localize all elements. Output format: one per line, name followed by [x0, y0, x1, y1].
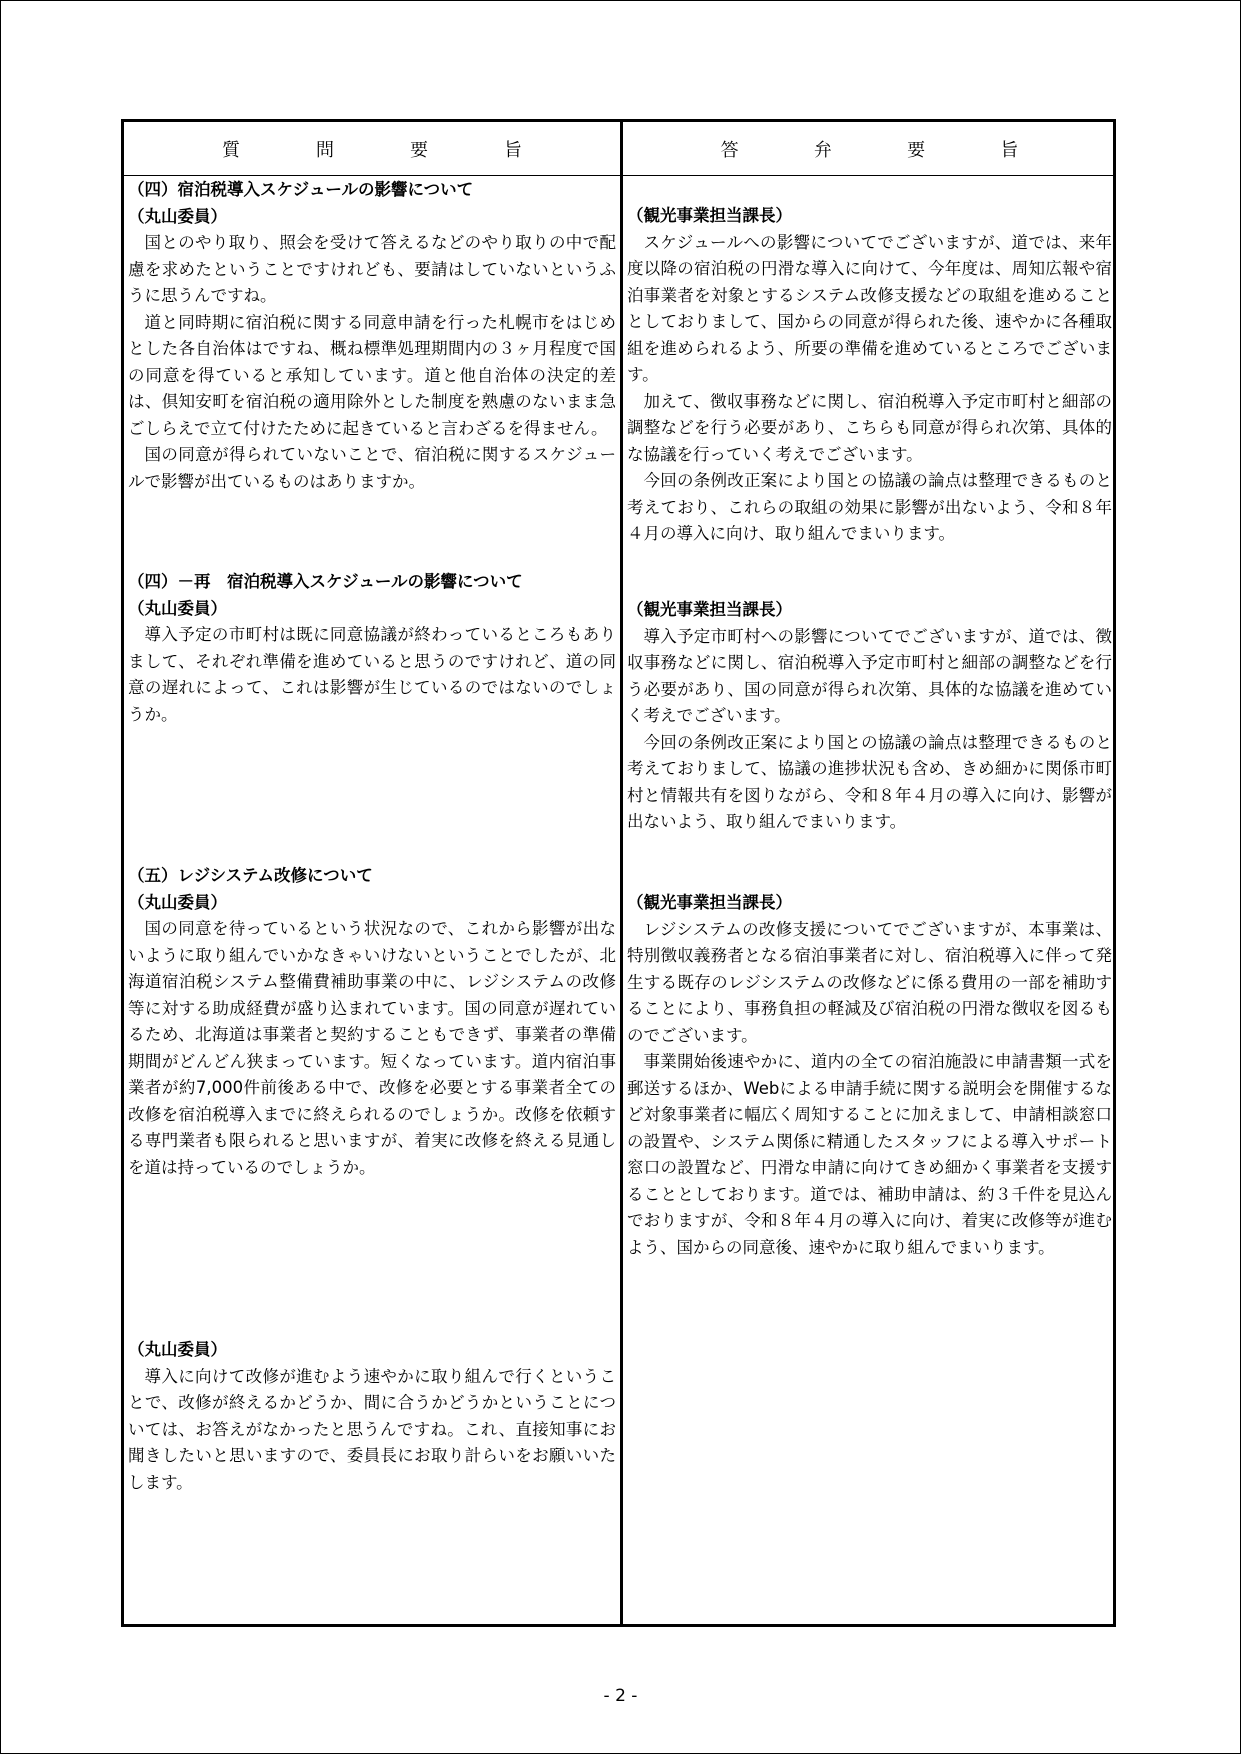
column-divider	[620, 122, 623, 1624]
speaker-label: （丸山委員）	[128, 1340, 227, 1359]
question-title: （四）宿泊税導入スケジュールの影響について	[128, 180, 474, 199]
header-char: 旨	[504, 139, 522, 161]
paragraph: 国の同意が得られていないことで、宿泊税に関するスケジュールで影響が出ているものはありますか。	[128, 445, 616, 491]
question-title: （五）レジシステム改修について	[128, 866, 373, 885]
question-block-4	[128, 1337, 616, 1496]
header-char: 弁	[813, 139, 832, 161]
answer-block-2	[627, 597, 1112, 836]
answer-block-3	[627, 890, 1112, 1261]
paragraph: 加えて、徴収事務などに関し、宿泊税導入予定市町村と細部の調整などを行う必要があり、こちらも同意が得られ次第、具体的な協議を行っていく考えでございます。	[627, 391, 1112, 464]
speaker-label: （丸山委員）	[128, 892, 227, 912]
paragraph: 導入予定の市町村は既に同意協議が終わっているところもありまして、それぞれ準備を進めていると思うのですけれど、道の同意の遅れによって、これは影響が生じているのではないのでしょうか。	[128, 625, 616, 724]
speaker-label: （観光事業担当課長）	[627, 206, 792, 225]
header-char: 要	[410, 139, 428, 161]
paragraph: 導入予定市町村への影響についてでございますが、道では、徴収事務などに関し、宿泊税導入予定市町村と細部の調整などを行う必要があり、国の同意が得られ次第、具体的な協議を進めていく考えでございます。	[627, 626, 1112, 725]
qa-table	[121, 119, 1116, 1627]
header-char: 旨	[1000, 139, 1019, 161]
paragraph: 道と同時期に宿泊税に関する同意申請を行った札幌市をはじめとした各自治体はですね、概ね標準処理期間内の３ヶ月程度で国の同意を得ていると承知しています。道と他自治体の決定的差は、倶知安町を宿泊税の適用除外とした制度を熟慮のないまま急ごしらえで立て付けたために起きていると言わざるを得ません。	[128, 312, 616, 438]
paragraph: 国とのやり取り、照会を受けて答えるなどのやり取りの中で配慮を求めたということですけれども、要請はしていないというふうに思うんですね。	[128, 233, 616, 305]
paragraph: レジシステムの改修支援についてでございますが、本事業は、特別徴収義務者となる宿泊事業者に対し、宿泊税導入に伴って発生する既存のレジシステムの改修などに係る費用の一部を補助することにより、事務負担の軽減及び宿泊税の円滑な徴収を図るものでございます。	[627, 919, 1112, 1045]
speaker-label: （丸山委員）	[128, 598, 227, 618]
question-title: （四）－再 宿泊税導入スケジュールの影響について	[128, 572, 523, 591]
header-divider	[124, 175, 1113, 176]
page-number: - 2 -	[603, 1686, 638, 1706]
paragraph: 事業開始後速やかに、道内の全ての宿泊施設に申請書類一式を郵送するほか、Webによる申請手続に関する説明会を開催するなど対象事業者に幅広く周知することに加えまして、申請相談窓口の設置や、システム関係に精通したスタッフによる導入サポート窓口の設置など、円滑な申請に向けてきめ細かく事業者を支援することとしております。道では、補助申請は、約３千件を見込んでおりますが、令和８年４月の導入に向け、着実に改修等が進むよう、国からの同意後、速やかに取り組んでまいります。	[627, 1052, 1112, 1257]
paragraph: 導入に向けて改修が進むよう速やかに取り組んで行くということで、改修が終えるかどうか、間に合うかどうかということについては、お答えがなかったと思うんですね。これ、直接知事にお聞きしたいと思いますので、委員長にお取り計らいをお願いいたします。	[128, 1366, 616, 1492]
question-block-3	[128, 863, 616, 1181]
header-char: 要	[907, 139, 926, 161]
question-column-header	[124, 122, 620, 175]
speaker-label: （観光事業担当課長）	[627, 893, 792, 912]
speaker-label: （丸山委員）	[128, 206, 227, 226]
paragraph: 今回の条例改正案により国との協議の論点は整理できるものと考えており、これらの取組の効果に影響が出ないよう、令和８年４月の導入に向け、取り組んでまいります。	[627, 471, 1112, 543]
paragraph: スケジュールへの影響についてでございますが、道では、来年度以降の宿泊税の円滑な導入に向けて、今年度は、周知広報や宿泊事業者を対象とするシステム改修支援などの取組を進めることとしておりまして、国からの同意が得られた後、速やかに各種取組を進められるよう、所要の準備を進めているところでございます。	[627, 232, 1112, 384]
question-block-1	[128, 177, 616, 495]
header-char: 質	[222, 139, 240, 161]
paragraph: 今回の条例改正案により国との協議の論点は整理できるものと考えておりまして、協議の進捗状況も含め、きめ細かに関係市町村と情報共有を図りながら、令和８年４月の導入に向け、影響が出ないよう、取り組んでまいります。	[627, 732, 1112, 831]
paragraph: 国の同意を待っているという状況なので、これから影響が出ないように取り組んでいかなきゃいけないということでしたが、北海道宿泊税システム整備費補助事業の中に、レジシステムの改修等に対する助成経費が盛り込まれています。国の同意が遅れているため、北海道は事業者と契約することもできず、事業者の準備期間がどんどん狭まっています。短くなっています。道内宿泊事業者が約7,000件前後ある中で、改修を必要とする事業者全ての改修を宿泊税導入までに終えられるのでしょうか。改修を依頼する専門業者も限られると思いますが、着実に改修を終える見通しを道は持っているのでしょうか。	[128, 919, 616, 1177]
answer-block-1	[627, 203, 1112, 548]
header-char: 答	[720, 139, 739, 161]
question-block-2	[128, 569, 616, 728]
speaker-label: （観光事業担当課長）	[627, 600, 792, 619]
answer-column-header	[623, 122, 1116, 175]
header-char: 問	[316, 139, 334, 161]
